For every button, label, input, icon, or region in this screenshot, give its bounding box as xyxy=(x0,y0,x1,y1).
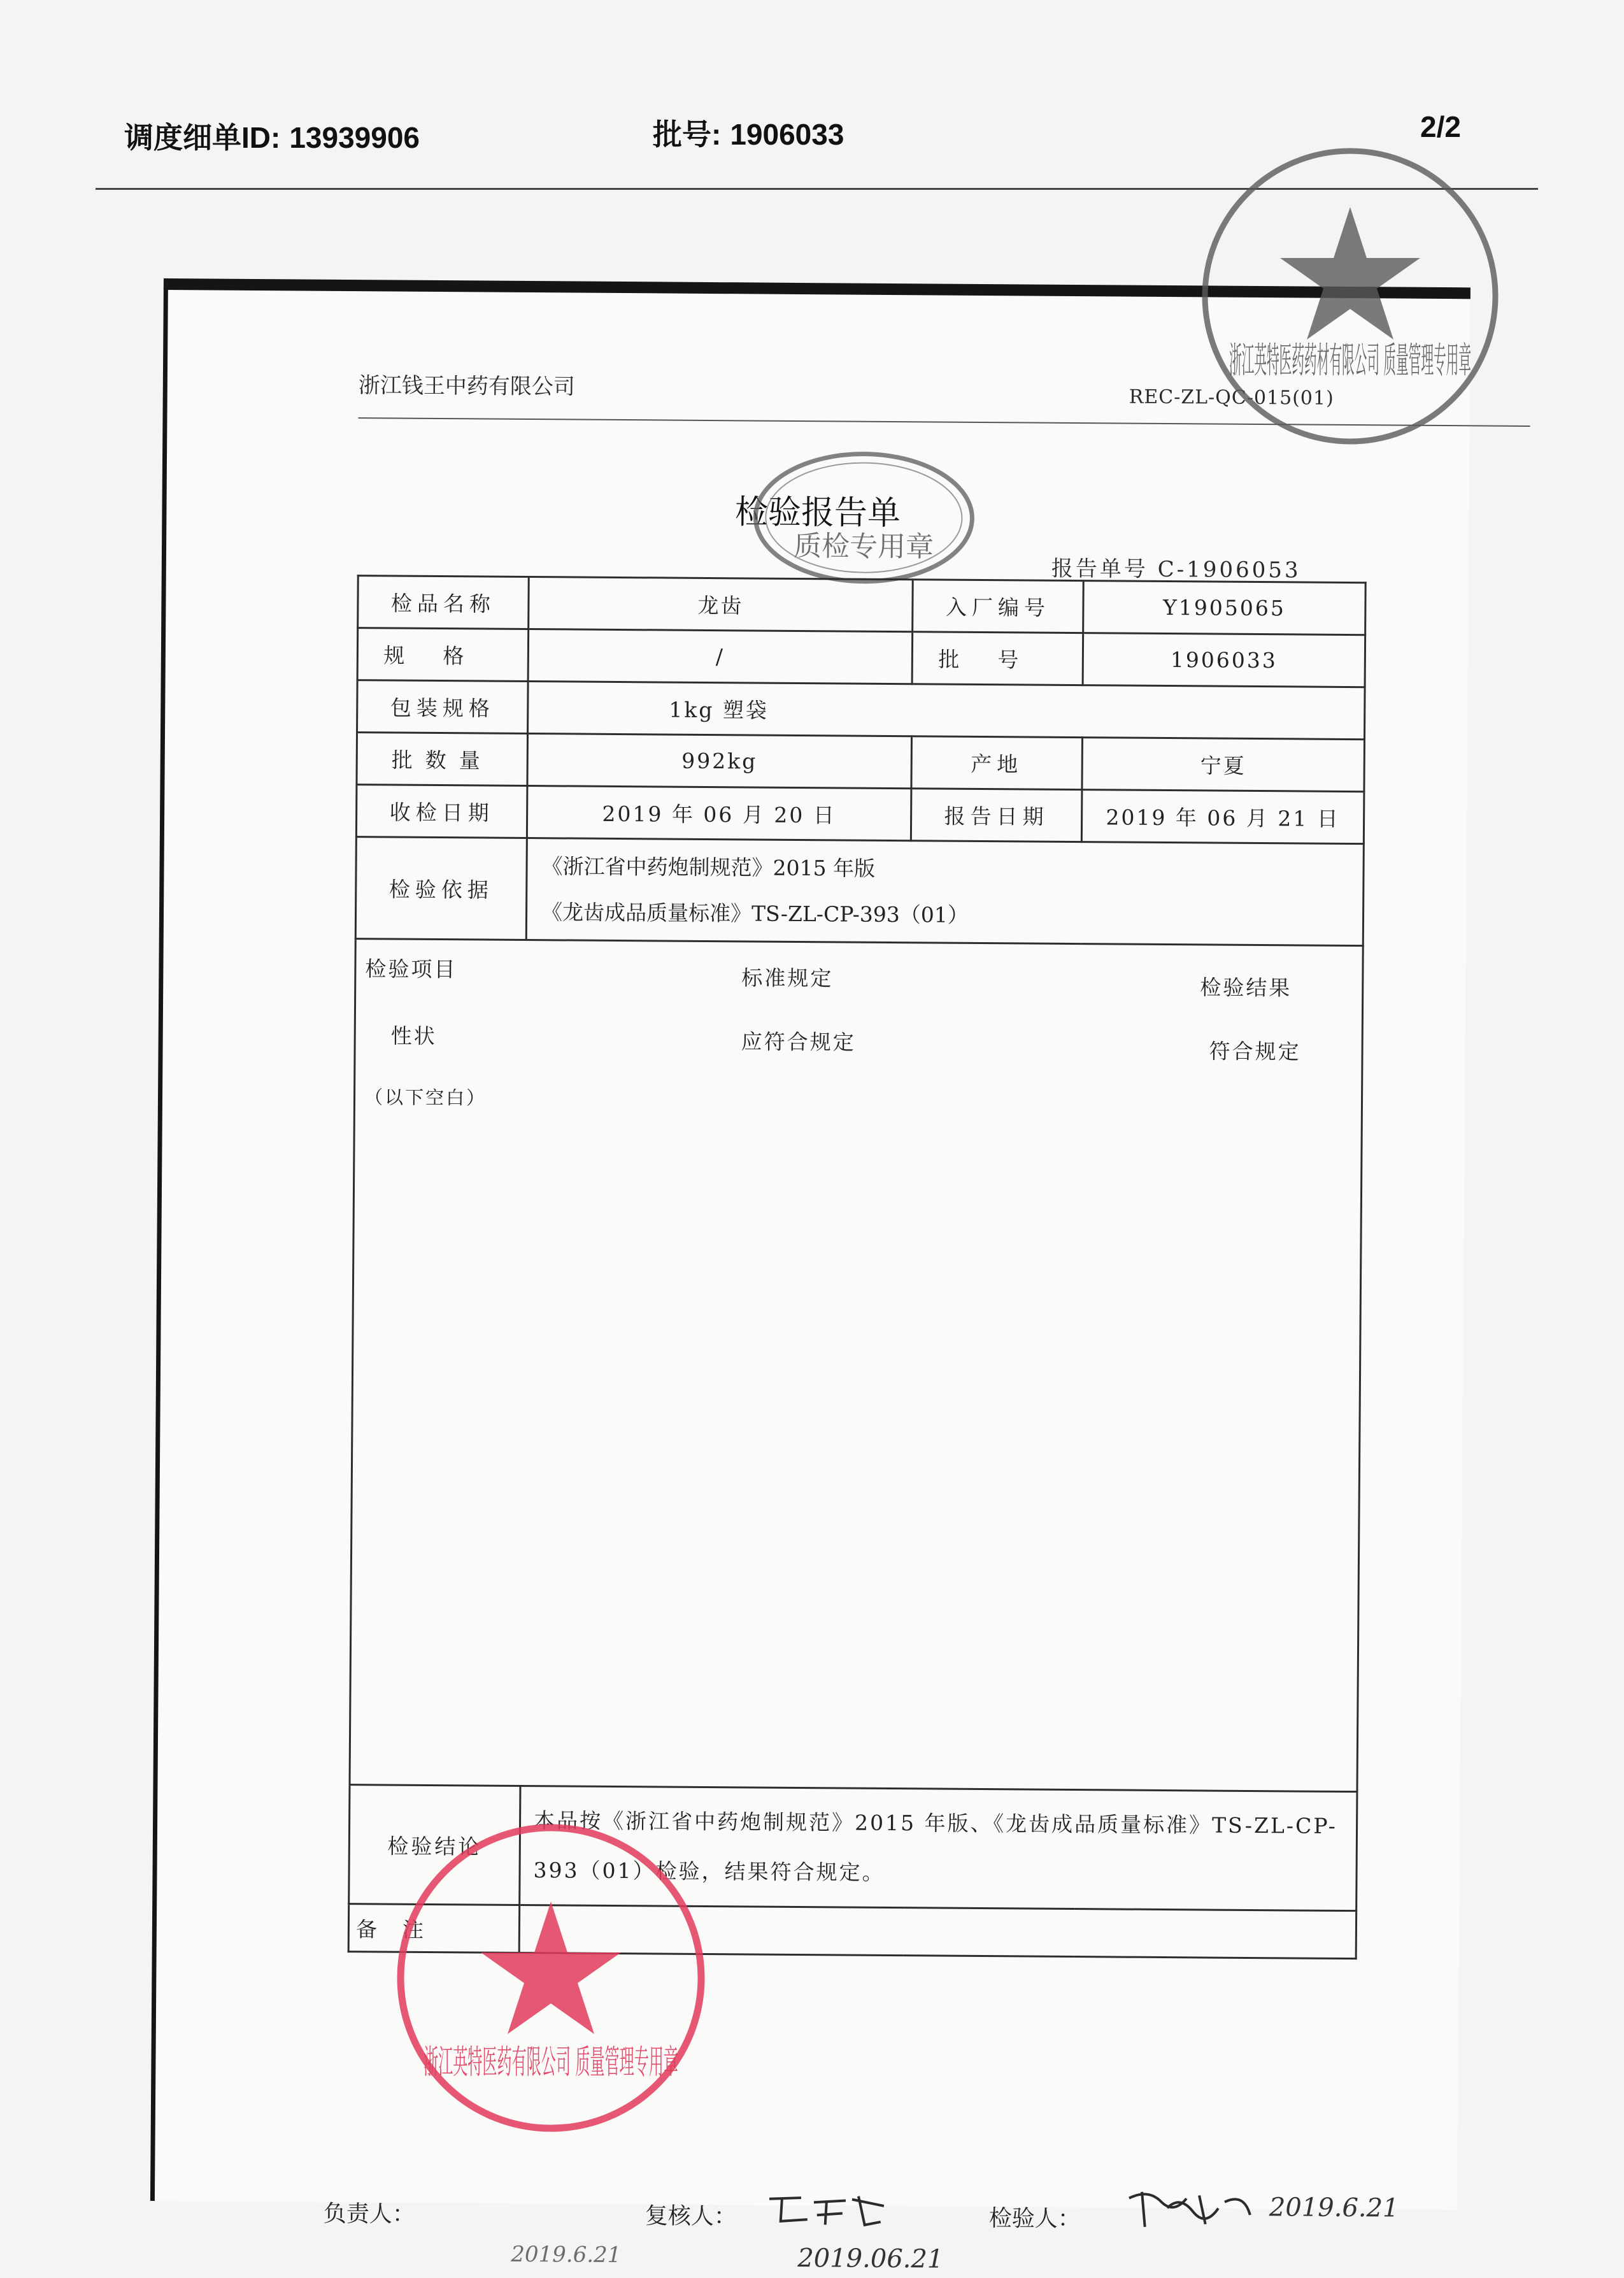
inspection-items-area xyxy=(350,939,1363,1792)
receive-date-label: 收检日期 xyxy=(356,785,527,838)
reviewer-block xyxy=(645,2198,737,2231)
dispatch-id-value: 13939906 xyxy=(289,121,420,154)
report-sheet xyxy=(150,278,1471,2274)
inspector-label: 检验人： xyxy=(988,2205,1081,2233)
dispatch-id-label: 调度细单ID: xyxy=(124,121,281,154)
title-seal xyxy=(749,447,979,589)
signature-line xyxy=(324,2196,415,2229)
basis-line-2: 《龙齿成品质量标准》TS-ZL-CP-393（01） xyxy=(541,899,969,928)
stamp-bottom-text: 浙江英特医药有限公司 质量管理专用章 xyxy=(424,2044,678,2082)
batch-label: 批号 xyxy=(912,632,1083,685)
form-code: REC-ZL-QC-015(01) xyxy=(1129,385,1334,410)
batch-number-line xyxy=(653,111,844,154)
col-result-header: 检验结果 xyxy=(1200,975,1292,1001)
spec-value: / xyxy=(528,629,913,684)
batch-number-value: 1906033 xyxy=(730,118,844,151)
report-date-label: 报告日期 xyxy=(911,789,1082,842)
inspector-date: 2019.6.21 xyxy=(1269,2193,1399,2223)
report-date: 2019 年 06 月 21 日 xyxy=(1081,790,1364,844)
product-name-label: 检品名称 xyxy=(358,576,529,629)
report-number: 报告单号 C-1906053 xyxy=(1051,555,1301,584)
reviewer-label: 复核人： xyxy=(645,2203,737,2230)
quantity-value: 992kg xyxy=(527,734,912,789)
basis-line-1: 《浙江省中药炮制规范》2015 年版 xyxy=(541,853,876,881)
spec-label: 规格 xyxy=(357,628,529,682)
inspection-table xyxy=(348,575,1367,1959)
quality-stamp-top xyxy=(1197,143,1503,449)
row-spec xyxy=(357,628,1365,687)
row-dates xyxy=(356,785,1364,844)
quality-stamp-bottom xyxy=(392,1819,710,2137)
page-number: 2/2 xyxy=(1420,110,1461,143)
title-seal-text: 质检专用章 xyxy=(793,529,934,564)
basis-label: 检验依据 xyxy=(355,837,527,940)
row-quantity xyxy=(357,733,1365,792)
blank-note: （以下空白） xyxy=(364,1086,487,1109)
manager-label: 负责人： xyxy=(323,2200,415,2228)
packaging-value: 1kg 塑袋 xyxy=(528,682,1365,740)
receive-date: 2019 年 06 月 20 日 xyxy=(527,786,911,841)
conclusion-label: 检验结论 xyxy=(349,1785,520,1905)
row-items xyxy=(350,939,1363,1792)
form-title: 检验报告单 xyxy=(734,493,901,533)
stamp-top-text: 浙江英特医药药材有限公司 质量管理专用章 xyxy=(1229,340,1471,382)
item-standard: 应符合规定 xyxy=(741,1029,856,1055)
manager-date: 2019.6.21 xyxy=(511,2241,622,2268)
row-product xyxy=(358,576,1366,635)
product-name: 龙齿 xyxy=(529,577,913,632)
packaging-label: 包装规格 xyxy=(357,680,529,734)
batch-value: 1906033 xyxy=(1083,633,1365,687)
factory-no: Y1905065 xyxy=(1083,581,1366,635)
batch-number-label: 批号: xyxy=(653,118,722,151)
origin-label: 产地 xyxy=(911,736,1083,790)
origin-value: 宁夏 xyxy=(1082,738,1365,792)
row-basis xyxy=(355,837,1364,946)
conclusion-text: 本品按《浙江省中药炮制规范》2015 年版、《龙齿成品质量标准》TS-ZL-CP-393（01）检验，结果符合规定。 xyxy=(520,1786,1357,1910)
reviewer-date: 2019.06.21 xyxy=(797,2244,944,2274)
reviewer-signature xyxy=(763,2186,891,2238)
quantity-label: 批数量 xyxy=(357,733,528,786)
item-name: 性状 xyxy=(390,1023,437,1049)
company-name: 浙江钱王中药有限公司 xyxy=(358,373,575,400)
inspector-block xyxy=(989,2200,1081,2233)
factory-no-label: 入厂编号 xyxy=(913,580,1084,633)
basis-values xyxy=(526,838,1364,946)
remarks-label: 备注 xyxy=(348,1904,520,1953)
col-item-header: 检验项目 xyxy=(365,956,457,982)
dispatch-id-line xyxy=(124,115,420,157)
row-packaging xyxy=(357,680,1365,740)
item-result: 符合规定 xyxy=(1209,1038,1301,1064)
inspector-signature xyxy=(1123,2182,1257,2234)
col-standard-header: 标准规定 xyxy=(741,965,834,991)
